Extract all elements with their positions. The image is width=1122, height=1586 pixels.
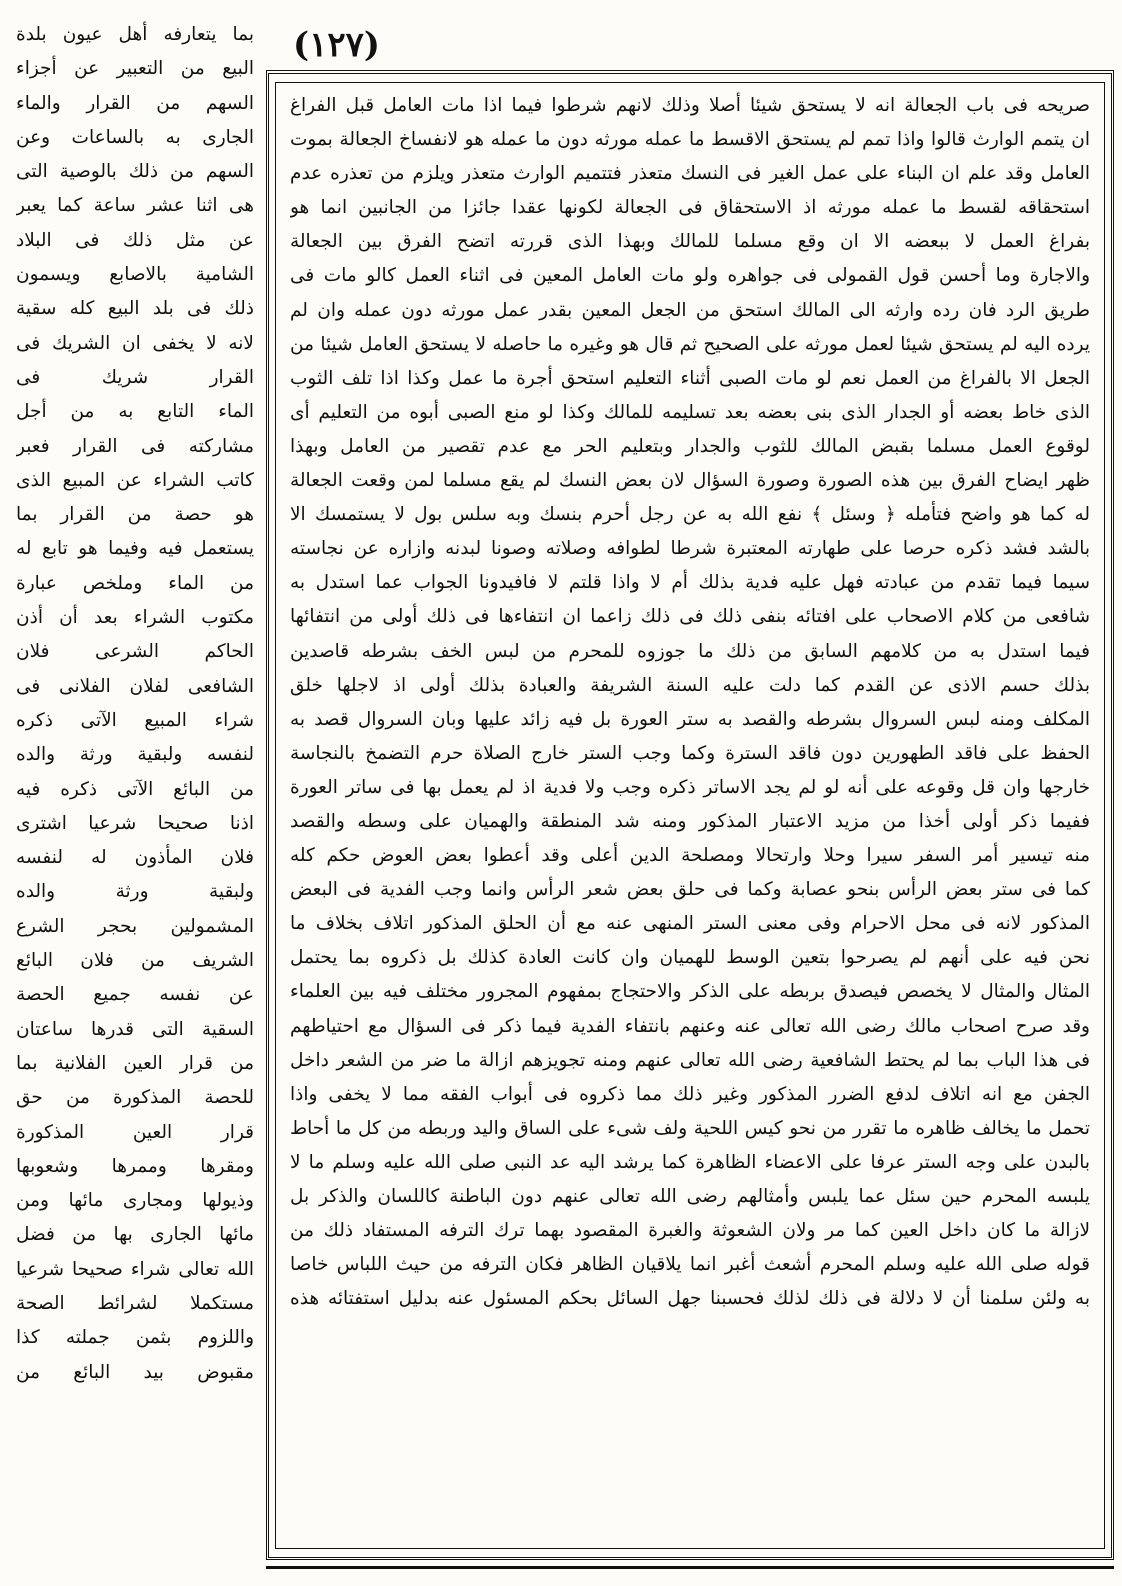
margin-line: بما يتعارفه أهل عيون بلدة: [16, 24, 254, 45]
margin-line: يستعمل فيه وفيما هو تابع له: [16, 538, 254, 560]
main-text-line: المثال والمثال لا يخصص فيصدق بربطه على الذكر والاحتجاج بمفهوم المجرور مختلف فيه بين العلماء: [290, 981, 1090, 1003]
margin-line: مائها الجارى بها من فضل: [16, 1224, 254, 1246]
margin-line: القرار شريك فى: [16, 366, 254, 388]
main-text-line: العامل وقد علم ان البناء على عمل الغير فى النسك متعذر فتتميم الوارث متعذر ويلزم من تعذره عدم: [290, 163, 1090, 185]
main-text-frame: [266, 70, 1114, 1560]
margin-line: مشاركته فى القرار فعبر: [16, 435, 254, 457]
margin-commentary: [16, 18, 254, 1568]
main-text-line: وقد صرح اصحاب مالك رضى الله تعالى عنه وعنهم بانتفاء الفدية فيما ذكر فى السؤال مع احتياطهم: [290, 1015, 1090, 1037]
main-text-line: شافعى من كلام الاصحاب على افتائه بنفى ذلك فى ذلك زاعما ان انتفاءها فى ذلك أولى من انتفائها: [290, 606, 1090, 628]
main-text-line: به ولئن سلمنا أن لا دلالة فى ذلك لذلك فحسبنا جهل السائل بحكم المسئول عنه بدليل استفتائه هذه: [290, 1288, 1090, 1310]
main-text-line: ففيما ذكر أولى أخذا من مزيد الاعتبار المذكور ومنه شد المنطقة والهميان على وسطه والقصد: [290, 810, 1090, 832]
main-text-line: له كما هو واضح فتأمله ﴿ وسئل ﴾ نفع الله به عن رجل أحرم بنسك وبه سلس بول لا يستمسك الا: [290, 504, 1090, 526]
main-text-line: ان يتمم الوارث قالوا واذا تمم لم يستحق الاقسط ما عمله مورثه دون ما عمله هو لانفساخ الجعالة بموت: [290, 129, 1090, 151]
margin-line: للحصة المذكورة من حق: [16, 1087, 254, 1109]
main-text-line: بالشد فشد ذكره حرصا على طهارته المعتبرة شرطا لطوافه وصلاته وصونا لبدنه وازاره عن نجاسته: [290, 538, 1090, 560]
margin-line: شراء المبيع الآتى ذكره: [16, 709, 254, 731]
main-text-line: فى هذا الباب بما لم يحتط الشافعية رضى الله تعالى عنهم ومنه تجويزهم ازالة ما ضر من الشعر داخل: [290, 1049, 1090, 1071]
margin-line: الشامية بالاصابع ويسمون: [16, 264, 254, 286]
main-text-line: صريحه فى باب الجعالة انه لا يستحق شيئا أصلا وذلك لانهم شرطوا فيما اذا مات العامل قبل الفراغ: [290, 95, 1090, 116]
main-text-line: سيما فيما تقدم من عبادته فهل عليه فدية بذلك أم لا واذا قلتم لا فافيدونا الجواب عما استدل به: [290, 572, 1090, 594]
margin-line: ذلك فى بلد البيع كله سقية: [16, 298, 254, 320]
main-text-line: بذلك حسم الاذى عن القدم كما دلت عليه السنة الشريفة والعبادة بذلك أولى اذ لاجلها خلق: [290, 674, 1090, 696]
main-text-line: يرده اليه لم يستحق شيئا لعمل مورثه على الصحيح ثم قال هو وغيره ما حاصله لا يستحق العامل شيئا من: [290, 333, 1090, 355]
main-text-line: والاجارة وما أحسن قول القمولى فى جواهره ولو مات العامل المعين فى اثناء العمل كالو مات فى: [290, 265, 1090, 287]
main-text-line: ظهر ايضاح الفرق بين هذه الصورة وصورة السؤال لان بعض النسك لم يقع مسلما لمن وقعت الجعالة: [290, 470, 1090, 492]
main-text-line: المذكور لانه فى محل الاحرام وفى معنى الستر المنهى عنه مع أن الحلق المذكور اتلاف بخلاف ما: [290, 913, 1090, 935]
margin-line: من البائع الآتى ذكره فيه: [16, 778, 254, 800]
margin-line: هو حصة من القرار بما: [16, 504, 254, 526]
main-text-body: [290, 89, 1090, 1542]
main-text-line: الحفظ على فاقد الطهورين دون فاقد السترة وكما وجب الستر خارج الصلاة حرم التضمخ بالنجاسة: [290, 742, 1090, 764]
main-text-line: يلبسه المحرم حين سئل عما يلبس وأمثالهم رضى الله تعالى عنهم دون الباطنة كاللسان والذكر بل: [290, 1186, 1090, 1207]
margin-line: من قرار العين الفلانية بما: [16, 1052, 254, 1074]
main-text-line: فيما استدل به من كلامهم السابق من ذلك ما جوزوه للمحرم من لبس الخف بشرطه قاصدين: [290, 640, 1090, 662]
main-text-line: الذى خاط بعضه أو الجدار الذى بنى بعضه بعد تسليمه للمالك وكذا لو منع الصبى أبوه من التعليم أى: [290, 401, 1090, 423]
margin-line: الحاكم الشرعى فلان: [16, 641, 254, 663]
margin-line: هى اثنا عشر ساعة كما يعبر: [16, 195, 254, 217]
margin-line: الجارى به بالساعات وعن: [16, 126, 254, 148]
margin-line: عن مثل ذلك فى البلاد: [16, 229, 254, 251]
margin-line: لنفسه ولبقية ورثة والده: [16, 744, 254, 766]
margin-line: من الماء وملخص عبارة: [16, 572, 254, 594]
margin-line: السقية التى قدرها ساعتان: [16, 1018, 254, 1040]
main-text-line: استحقاقه لقسط ما عمله مورثه اذ الاستحقاق فى الجعالة لكونها عقدا جائزا من الجانبين انما هو: [290, 197, 1090, 219]
main-text-line: لوقوع العمل مسلما بقبض المالك للثوب والجدار وبتعليم الحر مع عدم تقصير من العامل وبهذا: [290, 435, 1090, 457]
margin-line: ومقرها وممرها وشعوبها: [16, 1155, 254, 1177]
bottom-rule: [266, 1566, 1114, 1569]
main-text-line: لازالة ما كان داخل العين كما مر ولان الشعوثة والغبرة المقصود بهما ترك الترفه المستفاد ذلك من: [290, 1220, 1090, 1242]
margin-line: مكتوب الشراء بعد أن أذن: [16, 607, 254, 629]
main-text-line: الجفن مع انه اتلاف لدفع الضرر المذكور وغير ذلك مما ذكروه فى أبواب الفقه مما لا يخفى واذا: [290, 1083, 1090, 1105]
margin-line: مستكملا لشرائط الصحة: [16, 1292, 254, 1314]
main-text-line: نحن فيه على أنهم لم يصرحوا بتعين الوسط للهميان وان كانت العادة كذلك بل ذكروه بما يحتمل: [290, 947, 1090, 969]
margin-line: لانه لا يخفى ان الشريك فى: [16, 332, 254, 354]
margin-line: السهم من ذلك بالوصية التى: [16, 161, 254, 183]
main-text-line: بالبدن على وجه الستر عرفا على الاعضاء الظاهرة كما يرشد اليه عد النبى صلى الله عليه وسلم ما لا: [290, 1151, 1090, 1173]
main-text-line: المكلف ومنه لبس السروال بشرطه والقصد به ستر العورة بل فيه زائد عليها وبان السروال قصد به: [290, 708, 1090, 730]
margin-line: ولبقية ورثة والده: [16, 881, 254, 903]
main-text-line: الجعل الا بالفراغ من العمل نعم لو مات الصبى أثناء التعليم استحق أجرة ما عمل وكذا اذا تلف الثوب: [290, 367, 1090, 389]
margin-line: وذيولها ومجارى مائها ومن: [16, 1190, 254, 1212]
main-text-line: كما فى ستر بعض الرأس بنحو عصابة وكما فى حلق بعض شعر الرأس وانما وجب الفدية فى البعض: [290, 879, 1090, 901]
main-text-line: خارجها وان قل وقوعه على أنه لو لم يجد الاساتر ذكره وجب ولا فدية اذ لم يعمل بها فى ساتر العورة: [290, 776, 1090, 798]
margin-line: قرار العين المذكورة: [16, 1121, 254, 1143]
margin-line: مقبوض بيد البائع من: [16, 1361, 254, 1383]
margin-line: فلان المأذون له لنفسه: [16, 847, 254, 869]
main-text-line: تحمل ما يخالف ظاهره ما تقرر من نحو كيس اللحية ولف شىء على الساق واليد وربطه من كل ما أحاط: [290, 1117, 1090, 1139]
margin-line: البيع من التعبير عن أجزاء: [16, 58, 254, 80]
margin-line: الله تعالى شراء صحيحا شرعيا: [16, 1258, 254, 1280]
inner-border: [275, 82, 1105, 1549]
margin-line: الماء التابع به من أجل: [16, 401, 254, 423]
margin-line: المشمولين بحجر الشرع: [16, 915, 254, 937]
margin-line: الشافعى لفلان الفلانى فى: [16, 675, 254, 697]
margin-line: عن نفسه جميع الحصة: [16, 984, 254, 1006]
margin-line: الشريف من فلان البائع: [16, 950, 254, 972]
margin-line: واللزوم بثمن جملته كذا: [16, 1327, 254, 1349]
main-text-line: منه تيسير أمر السفر سيرا وحلا وارتحالا ومصلحة الدين أعلى وقد أعطوا بعض العوض حكم كله: [290, 845, 1090, 867]
margin-line: السهم من القرار والماء: [16, 92, 254, 114]
main-text-line: طريق الرد فان رده وارثه الى المالك استحق من الجعل المعين بقدر عمل مورثه دون عمله وان لم: [290, 299, 1090, 321]
page-number: (١٢٧): [293, 25, 380, 65]
main-text-line: بفراغ العمل لا ببعضه الا ان وقع مسلما للمالك وبهذا الذى قررته اتضح الفرق بين الجعالة: [290, 231, 1090, 253]
margin-line: اذنا صحيحا شرعيا اشترى: [16, 812, 254, 834]
margin-line: كاتب الشراء عن المبيع الذى: [16, 469, 254, 491]
main-text-line: قوله صلى الله عليه وسلم المحرم أشعث أغبر انما يلاقيان الظاهر فكان الترفه من حيث اللباس خاصا: [290, 1254, 1090, 1276]
